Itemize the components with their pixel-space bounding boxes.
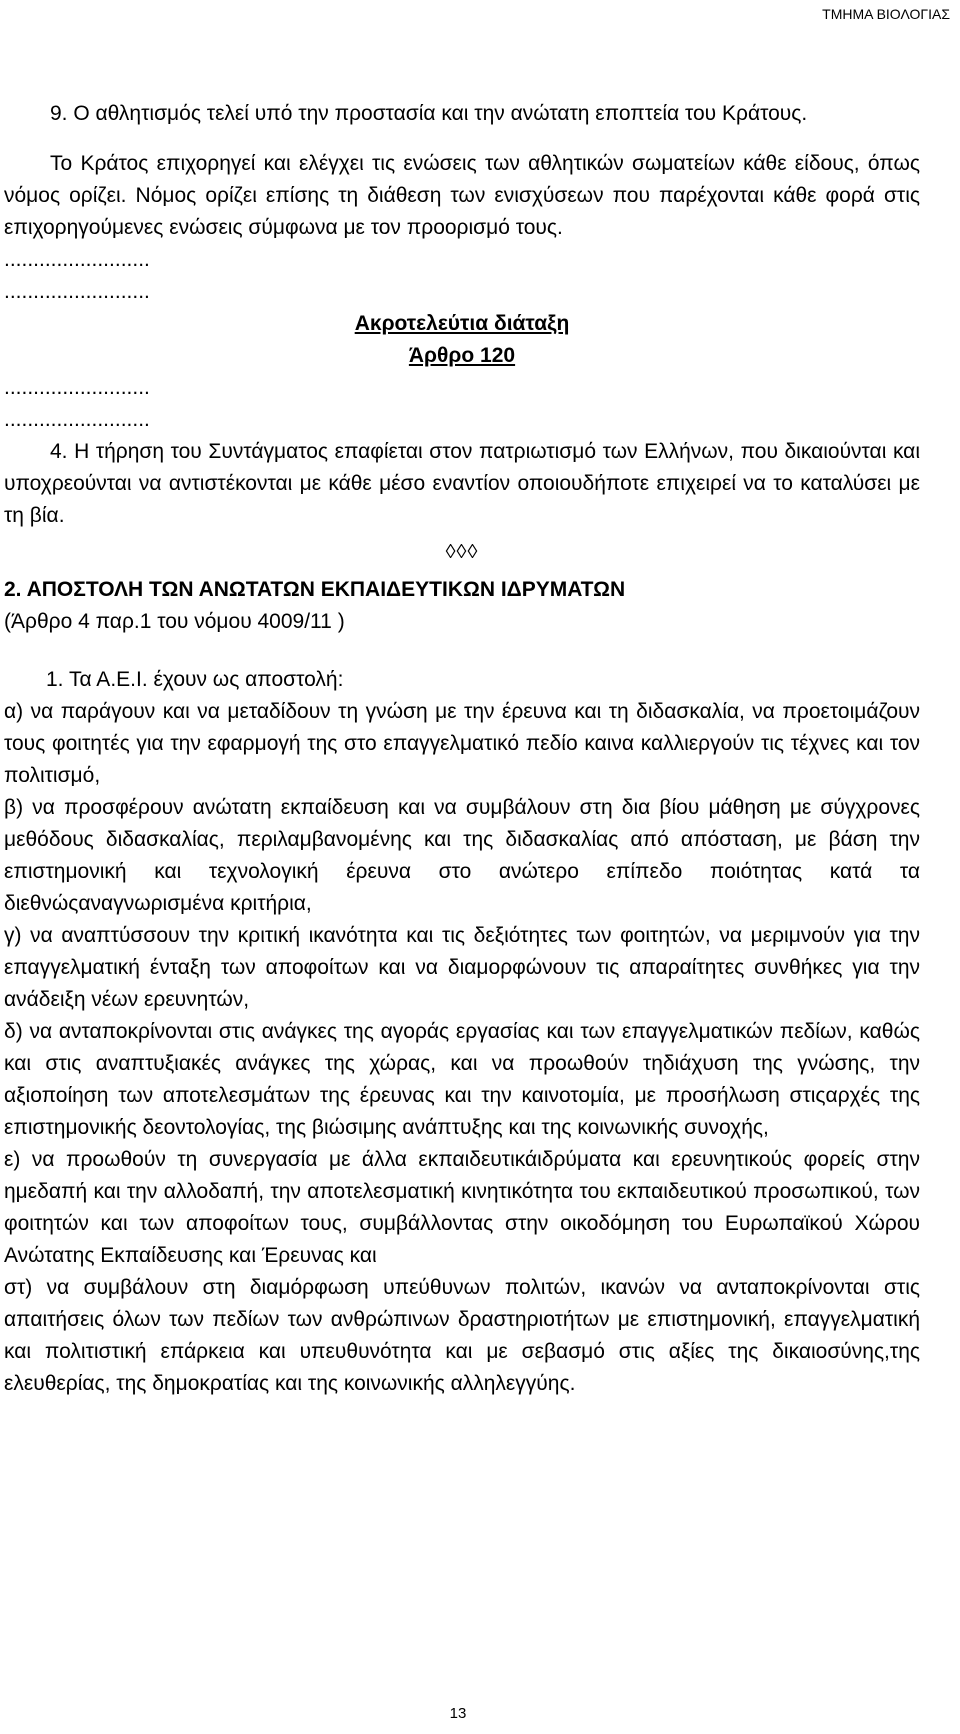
separator-diamonds: ◊◊◊ (445, 541, 479, 563)
page-header: ΤΜΗΜΑ ΒΙΟΛΟΓΙΑΣ (822, 6, 950, 22)
paragraph-article9-1: 9. Ο αθλητισμός τελεί υπό την προστασία και την ανώτατη εποπτεία του Κράτους. (50, 102, 808, 125)
ellipsis-line: ......................... (4, 408, 150, 431)
mission-item-e: ε) να προωθούν τη συνεργασία με άλλα εκπαιδευτικάιδρύματα και ερευνητικούς φορείς στην ημεδαπή και την αλλοδαπή, την αποτελεσματική κινητικότητα του εκπαιδευτικού προσωπικού, των φοιτητών και των αποφοίτων τους, συμβάλλοντας στην οικοδόμηση του Ευρωπαϊκού Χώρου Ανώτατης Εκπαίδευσης και Έρευνας και (4, 1148, 920, 1267)
paragraph-article120-4: 4. Η τήρηση του Συντάγματος επαφίεται στον πατριωτισμό των Ελλήνων, που δικαιούνται και υποχρεούνται να αντιστέκονται με κάθε μέσο εναντίον οποιουδήποτε επιχειρεί να το καταλύσει με τη βία. (4, 440, 920, 527)
document-body (4, 98, 920, 1400)
final-clause-title: Ακροτελεύτια διάταξη (354, 312, 570, 335)
mission-intro: 1. Τα Α.Ε.Ι. έχουν ως αποστολή: (46, 668, 344, 691)
mission-item-c: γ) να αναπτύσσουν την κριτική ικανότητα και τις δεξιότητες των φοιτητών, να μεριμνούν για την επαγγελματική ένταξη των αποφοίτων και να διαμορφώνουν τις απαραίτητες συνθήκες για την ανάδειξη νέων ερευνητών, (4, 924, 920, 1011)
ellipsis-line: ......................... (4, 248, 150, 271)
section-title: 2. ΑΠΟΣΤΟΛΗ ΤΩΝ ΑΝΩΤΑΤΩΝ ΕΚΠΑΙΔΕΥΤΙΚΩΝ ΙΔΡΥΜΑΤΩΝ (4, 578, 626, 601)
mission-item-f: στ) να συμβάλουν στη διαμόρφωση υπεύθυνων πολιτών, ικανών να ανταποκρίνονται στις απαιτήσεις όλων των πεδίων των ανθρώπινων δραστηριοτήτων με επιστημονική, επαγγελματική και πολιτιστική επάρκεια και υπευθυνότητα και με σεβασμό στις αξίες της δικαιοσύνης,της ελευθερίας, της δημοκρατίας και της κοινωνικής αλληλεγγύης. (4, 1276, 920, 1395)
ellipsis-line: ......................... (4, 376, 150, 399)
final-clause-article: Άρθρο 120 (408, 344, 516, 367)
ellipsis-line: ......................... (4, 280, 150, 303)
mission-item-b: β) να προσφέρουν ανώτατη εκπαίδευση και να συμβάλουν στη δια βίου μάθηση με σύγχρονες μεθόδους διδασκαλίας, περιλαμβανομένης και της διδασκαλίας από απόσταση, με βάση την επιστημονική και τεχνολογική έρευνα στο ανώτερο επίπεδο ποιότητας κατά τα διεθνώςαναγνωρισμένα κριτήρια, (4, 796, 920, 915)
section-subtitle: (Άρθρο 4 παρ.1 του νόμου 4009/11 ) (4, 610, 345, 633)
paragraph-article9-2: Το Κράτος επιχορηγεί και ελέγχει τις ενώσεις των αθλητικών σωματείων κάθε είδους, όπως νόμος ορίζει. Νόμος ορίζει επίσης τη διάθεση των ενισχύσεων που παρέχονται κάθε φορά στις επιχορηγούμενες ενώσεις σύμφωνα με τον προορισμό τους. (4, 152, 920, 239)
mission-item-d: δ) να ανταποκρίνονται στις ανάγκες της αγοράς εργασίας και των επαγγελματικών πεδίων, καθώς και στις αναπτυξιακές ανάγκες της χώρας, και να προωθούν τηδιάχυση της γνώσης, την αξιοποίηση των αποτελεσμάτων της έρευνας και την καινοτομία, με προσήλωση στιςαρχές της επιστημονικής δεοντολογίας, της βιώσιμης ανάπτυξης και της κοινωνικής συνοχής, (4, 1020, 920, 1139)
page-number: 13 (449, 1705, 467, 1722)
mission-item-a: α) να παράγουν και να μεταδίδουν τη γνώση με την έρευνα και τη διδασκαλία, να προετοιμάζουν τους φοιτητές για την εφαρμογή της στο επαγγελματικό πεδίο καινα καλλιεργούν τις τέχνες και τον πολιτισμό, (4, 700, 920, 787)
